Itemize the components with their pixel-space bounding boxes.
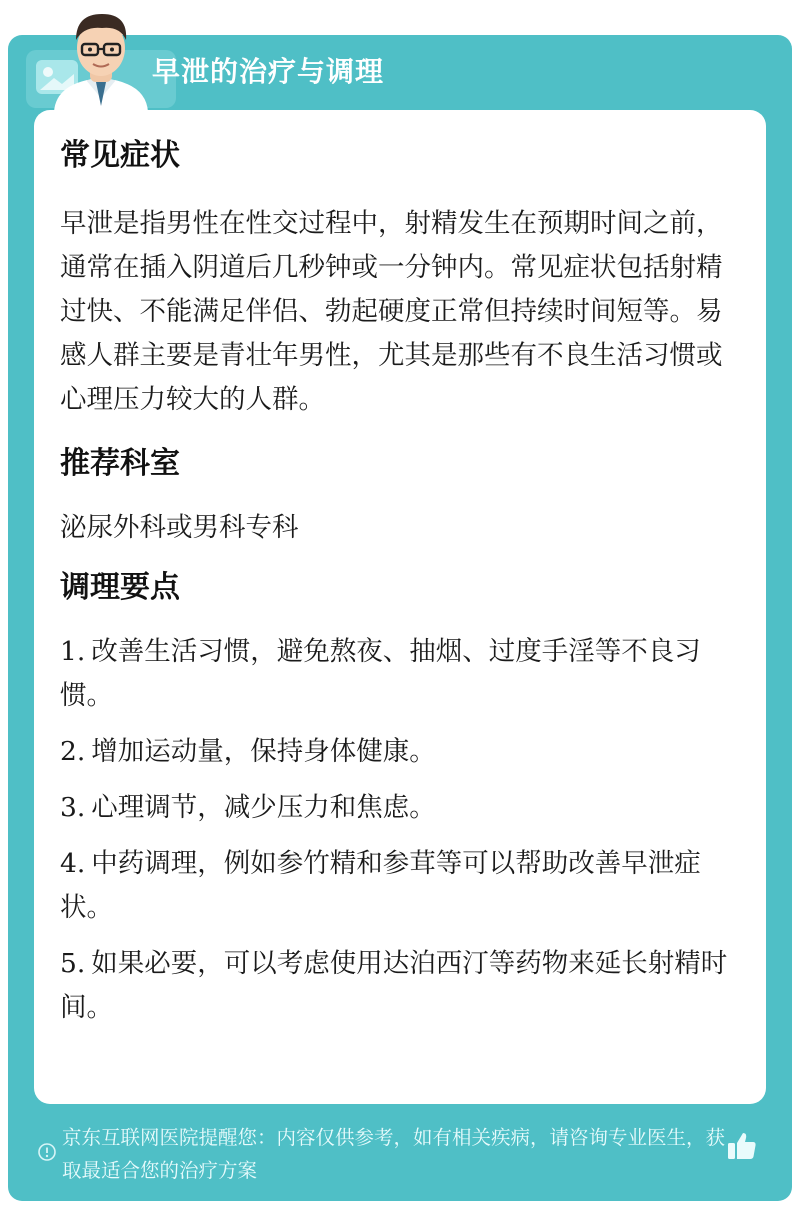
- list-item: 1. 改善生活习惯，避免熬夜、抽烟、过度手淫等不良习惯。: [60, 636, 701, 711]
- symptoms-text: 早泄是指男性在性交过程中，射精发生在预期时间之前，通常在插入阴道后几秒钟或一分钟内。常见症状包括射精过快、不能满足伴侣、勃起硬度正常但持续时间短等。易感人群主要是青壮年男性，尤其是那些有不良生活习惯或心理压力较大的人群。: [60, 208, 723, 415]
- symptoms-heading: 常见症状: [60, 138, 180, 173]
- content-panel: [34, 110, 766, 1104]
- page-title: 早泄的治疗与调理: [152, 55, 385, 88]
- care-heading: 调理要点: [60, 570, 180, 605]
- doctor-avatar: [46, 6, 156, 112]
- disclaimer-text: 京东互联网医院提醒您：内容仅供参考，如有相关疾病，请咨询专业医生，获取最适合您的治疗方案: [62, 1126, 726, 1182]
- list-item: 2. 增加运动量，保持身体健康。: [60, 736, 436, 767]
- department-text: 泌尿外科或男科专科: [60, 512, 299, 543]
- list-item: 4. 中药调理，例如参竹精和参茸等可以帮助改善早泄症状。: [60, 848, 701, 923]
- thumbs-up-icon[interactable]: [726, 1130, 758, 1162]
- info-icon: [37, 1142, 57, 1162]
- department-heading: 推荐科室: [60, 446, 180, 481]
- care-list: [60, 630, 740, 1030]
- list-item: 5. 如果必要，可以考虑使用达泊西汀等药物来延长射精时间。: [60, 948, 728, 1023]
- list-item: 3. 心理调节，减少压力和焦虑。: [60, 792, 436, 823]
